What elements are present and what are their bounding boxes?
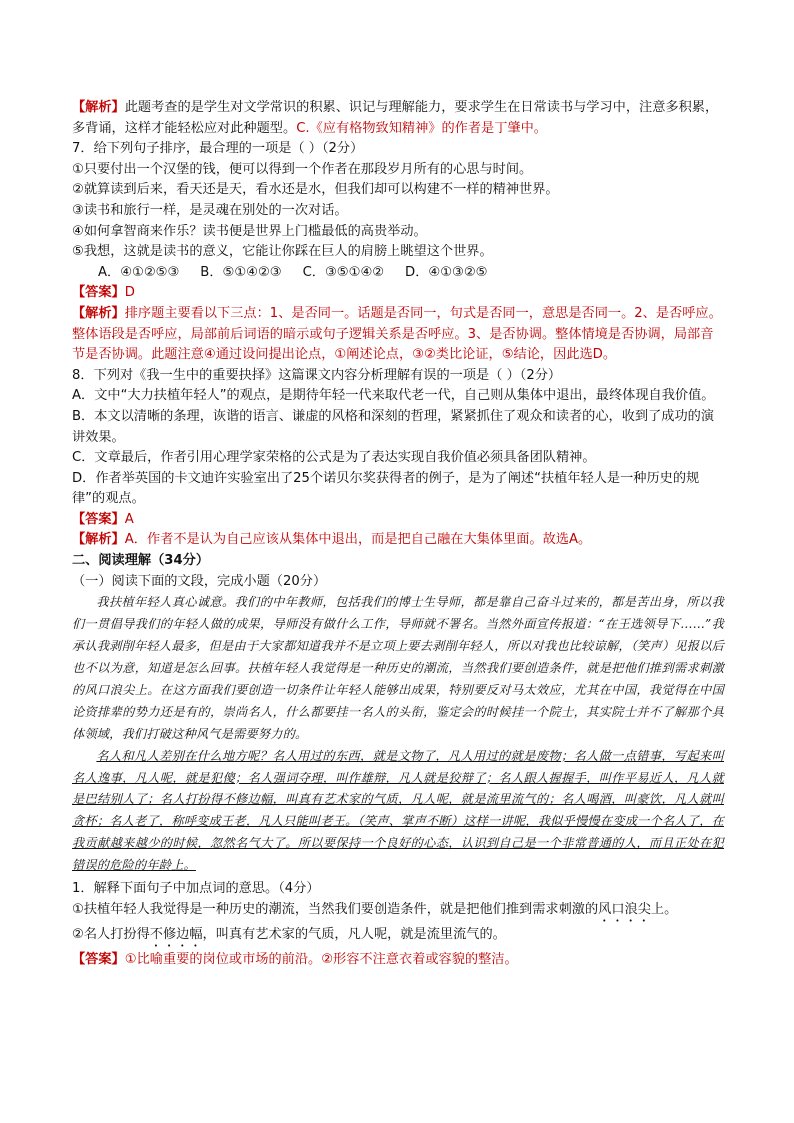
q7-sentence-4: ④如何拿智商来作乐？读书便是世界上门槛最低的高贵举动。 <box>72 223 427 239</box>
q7-stem: 7．给下列句子排序，最合理的一项是（ ）（2分） <box>72 141 364 157</box>
q8-option-b: B．本文以清晰的条理，诙谐的语言、谦虚的风格和深刻的哲理，紧紧抓住了观众和读者的心，收到了成功的演讲效果。 <box>72 408 715 445</box>
q7-answer <box>72 283 724 304</box>
r1-s1-text: ①扶植年轻人我觉得是一种历史的潮流，当然我们要创造条件，就是把他们推到需求刺激的 <box>72 901 599 917</box>
r1-sentence-1 <box>72 900 724 925</box>
answer-tag: 【答案】 <box>72 511 125 527</box>
reading-passage <box>72 592 724 877</box>
passage-paragraph-2: 名人和凡人差别在什么地方呢？名人用过的东西，就是文物了，凡人用过的就是废物；名人做一点错事，写起来叫名人逸事，凡人呢，就是犯傻；名人强词夺理，叫作雄辩，凡人就是狡辩了；名人跟人握握手，叫作平易近人，凡人就是巴结别人了；名人打扮得不修边幅，叫真有艺术家的气质，凡人呢，就是流里流气的；名人喝酒，叫豪饮，凡人就叫贪杯；名人老了，称呼变成王老，凡人只能叫老王。（笑声、掌声不断）这样一讲呢，我似乎慢慢在变成一个名人了，在我贡献越来越少的时候，忽然名气大了。所以要保持一个良好的心态，认识到自己是一个非常普通的人，而且正处在犯错误的危险的年龄上。 <box>72 748 724 873</box>
q7-analysis <box>72 304 724 366</box>
r1-s1-end: 上。 <box>650 901 678 917</box>
r1-s2-end: ，叫真有艺术家的气质，凡人呢，就是流里流气的。 <box>202 926 506 942</box>
analysis-tag: 【解析】 <box>72 532 125 548</box>
q7-analysis-text: 排序题主要看以下三点：1、是否同一。话题是否同一，句式是否同一，意思是否同一。2、是否呼应。整体语段是否呼应，局部前后词语的暗示或句子逻辑关系是否呼应。3、是否协调。整体情境是否协调，局部音节是否协调。此题注意④通过设问提出论点，①阐述论点，③②类比论证，⑤结论，因此选D。 <box>72 305 722 363</box>
r1-s1-dotted-word: 风口浪尖 <box>598 901 651 917</box>
q8-option-c: C．文章最后，作者引用心理学家荣格的公式是为了表达实现自我价值必须具备团队精神。 <box>72 450 596 466</box>
q7-sentence-2: ②就算读到后来，看天还是天，看水还是水，但我们却可以构建不一样的精神世界。 <box>72 182 559 198</box>
analysis-tag: 【解析】 <box>72 305 125 321</box>
q8-analysis-text: A．作者不是认为自己应该从集体中退出，而是把自己融在大集体里面。故选A。 <box>124 532 592 548</box>
q8-answer <box>72 510 724 531</box>
r1-stem: 1．解释下面句子中加点词的意思。（4分） <box>72 881 320 897</box>
q7-sentence-5: ⑤我想，这就是读书的意义，它能让你踩在巨人的肩膀上眺望这个世界。 <box>72 244 493 260</box>
r1-s2-dotted-word: 不修边幅 <box>149 926 203 942</box>
q8-analysis <box>72 530 724 551</box>
answer-tag: 【答案】 <box>72 951 125 967</box>
q7-sentence-1: ①只要付出一个汉堡的钱，便可以得到一个作者在那段岁月所有的心思与时间。 <box>72 161 533 177</box>
q8-answer-value: A <box>124 511 134 527</box>
r1-answer-text: ①比喻重要的岗位或市场的前沿。②形容不注意衣着或容貌的整洁。 <box>124 951 518 967</box>
q6-analysis-red-text: C.《应有格物致知精神》的作者是丁肇中。 <box>296 120 547 136</box>
q6-analysis <box>72 98 724 139</box>
r1-answer <box>72 950 724 971</box>
q8-option-a: A．文中“大力扶植年轻人”的观点，是期待年轻一代来取代老一代，自己则从集体中退出，最终体现自我价值。 <box>72 388 715 404</box>
q7-sentence-3: ③读书和旅行一样，是灵魂在别处的一次对话。 <box>72 202 348 218</box>
q8-stem: 8．下列对《我一生中的重要抉择》这篇课文内容分析理解有误的一项是（ ）（2分） <box>72 367 562 383</box>
exam-page <box>72 98 724 970</box>
r1-s2-text: ②名人打扮得 <box>72 926 150 942</box>
section-heading: 二、阅读理解（34分） <box>72 553 210 569</box>
q6-analysis-text: 此题考查的是学生对文学常识的积累、识记与理解能力，要求学生在日常读书与学习中，注意多积累，多背诵，这样才能轻松应对此种题型。 <box>72 100 719 136</box>
q8-option-d: D．作者举英国的卡文迪许实验室出了25个诺贝尔奖获得者的例子，是为了阐述“扶植年轻人是一种历史的规律”的观点。 <box>72 470 700 507</box>
analysis-tag: 【解析】 <box>72 100 125 115</box>
answer-tag: 【答案】 <box>72 285 125 301</box>
q7-options: A．④①②⑤③ B．⑤①④②③ C．③⑤①④② D．④①③②⑤ <box>98 264 488 280</box>
passage-paragraph-1: 我扶植年轻人真心诚意。我们的中年教师，包括我们的博士生导师，都是靠自己奋斗过来的，都是苦出身，所以我们一贯倡导我们的年轻人做的成果，导师没有做什么工作，导师就不署名。当然外面宣传报道：“在王选领导下……”我承认我剥削年轻人最多，但是由于大家都知道我并不是立项上要去剥削年轻人，所以对我也比较谅解，（笑声）见报以后也不以为意，知道是怎么回事。扶植年轻人我觉得是一种历史的潮流，当然我们要创造条件，就是把他们推到需求刺激的风口浪尖上。在这方面我们要创造一切条件让年轻人能够出成果，特别要反对马太效应，尤其在中国，我觉得在中国论资排辈的势力还是有的，崇尚名人，什么都要挂一名人的头衔，鉴定会的时候挂一个院士，其实院士并不了解那个具体领域，我们打破这种风气是需要努力的。 <box>72 595 724 741</box>
q7-answer-value: D <box>124 285 135 301</box>
r1-sentence-2 <box>72 925 724 950</box>
sub-section-heading: （一）阅读下面的文段，完成小题（20分） <box>72 573 327 589</box>
